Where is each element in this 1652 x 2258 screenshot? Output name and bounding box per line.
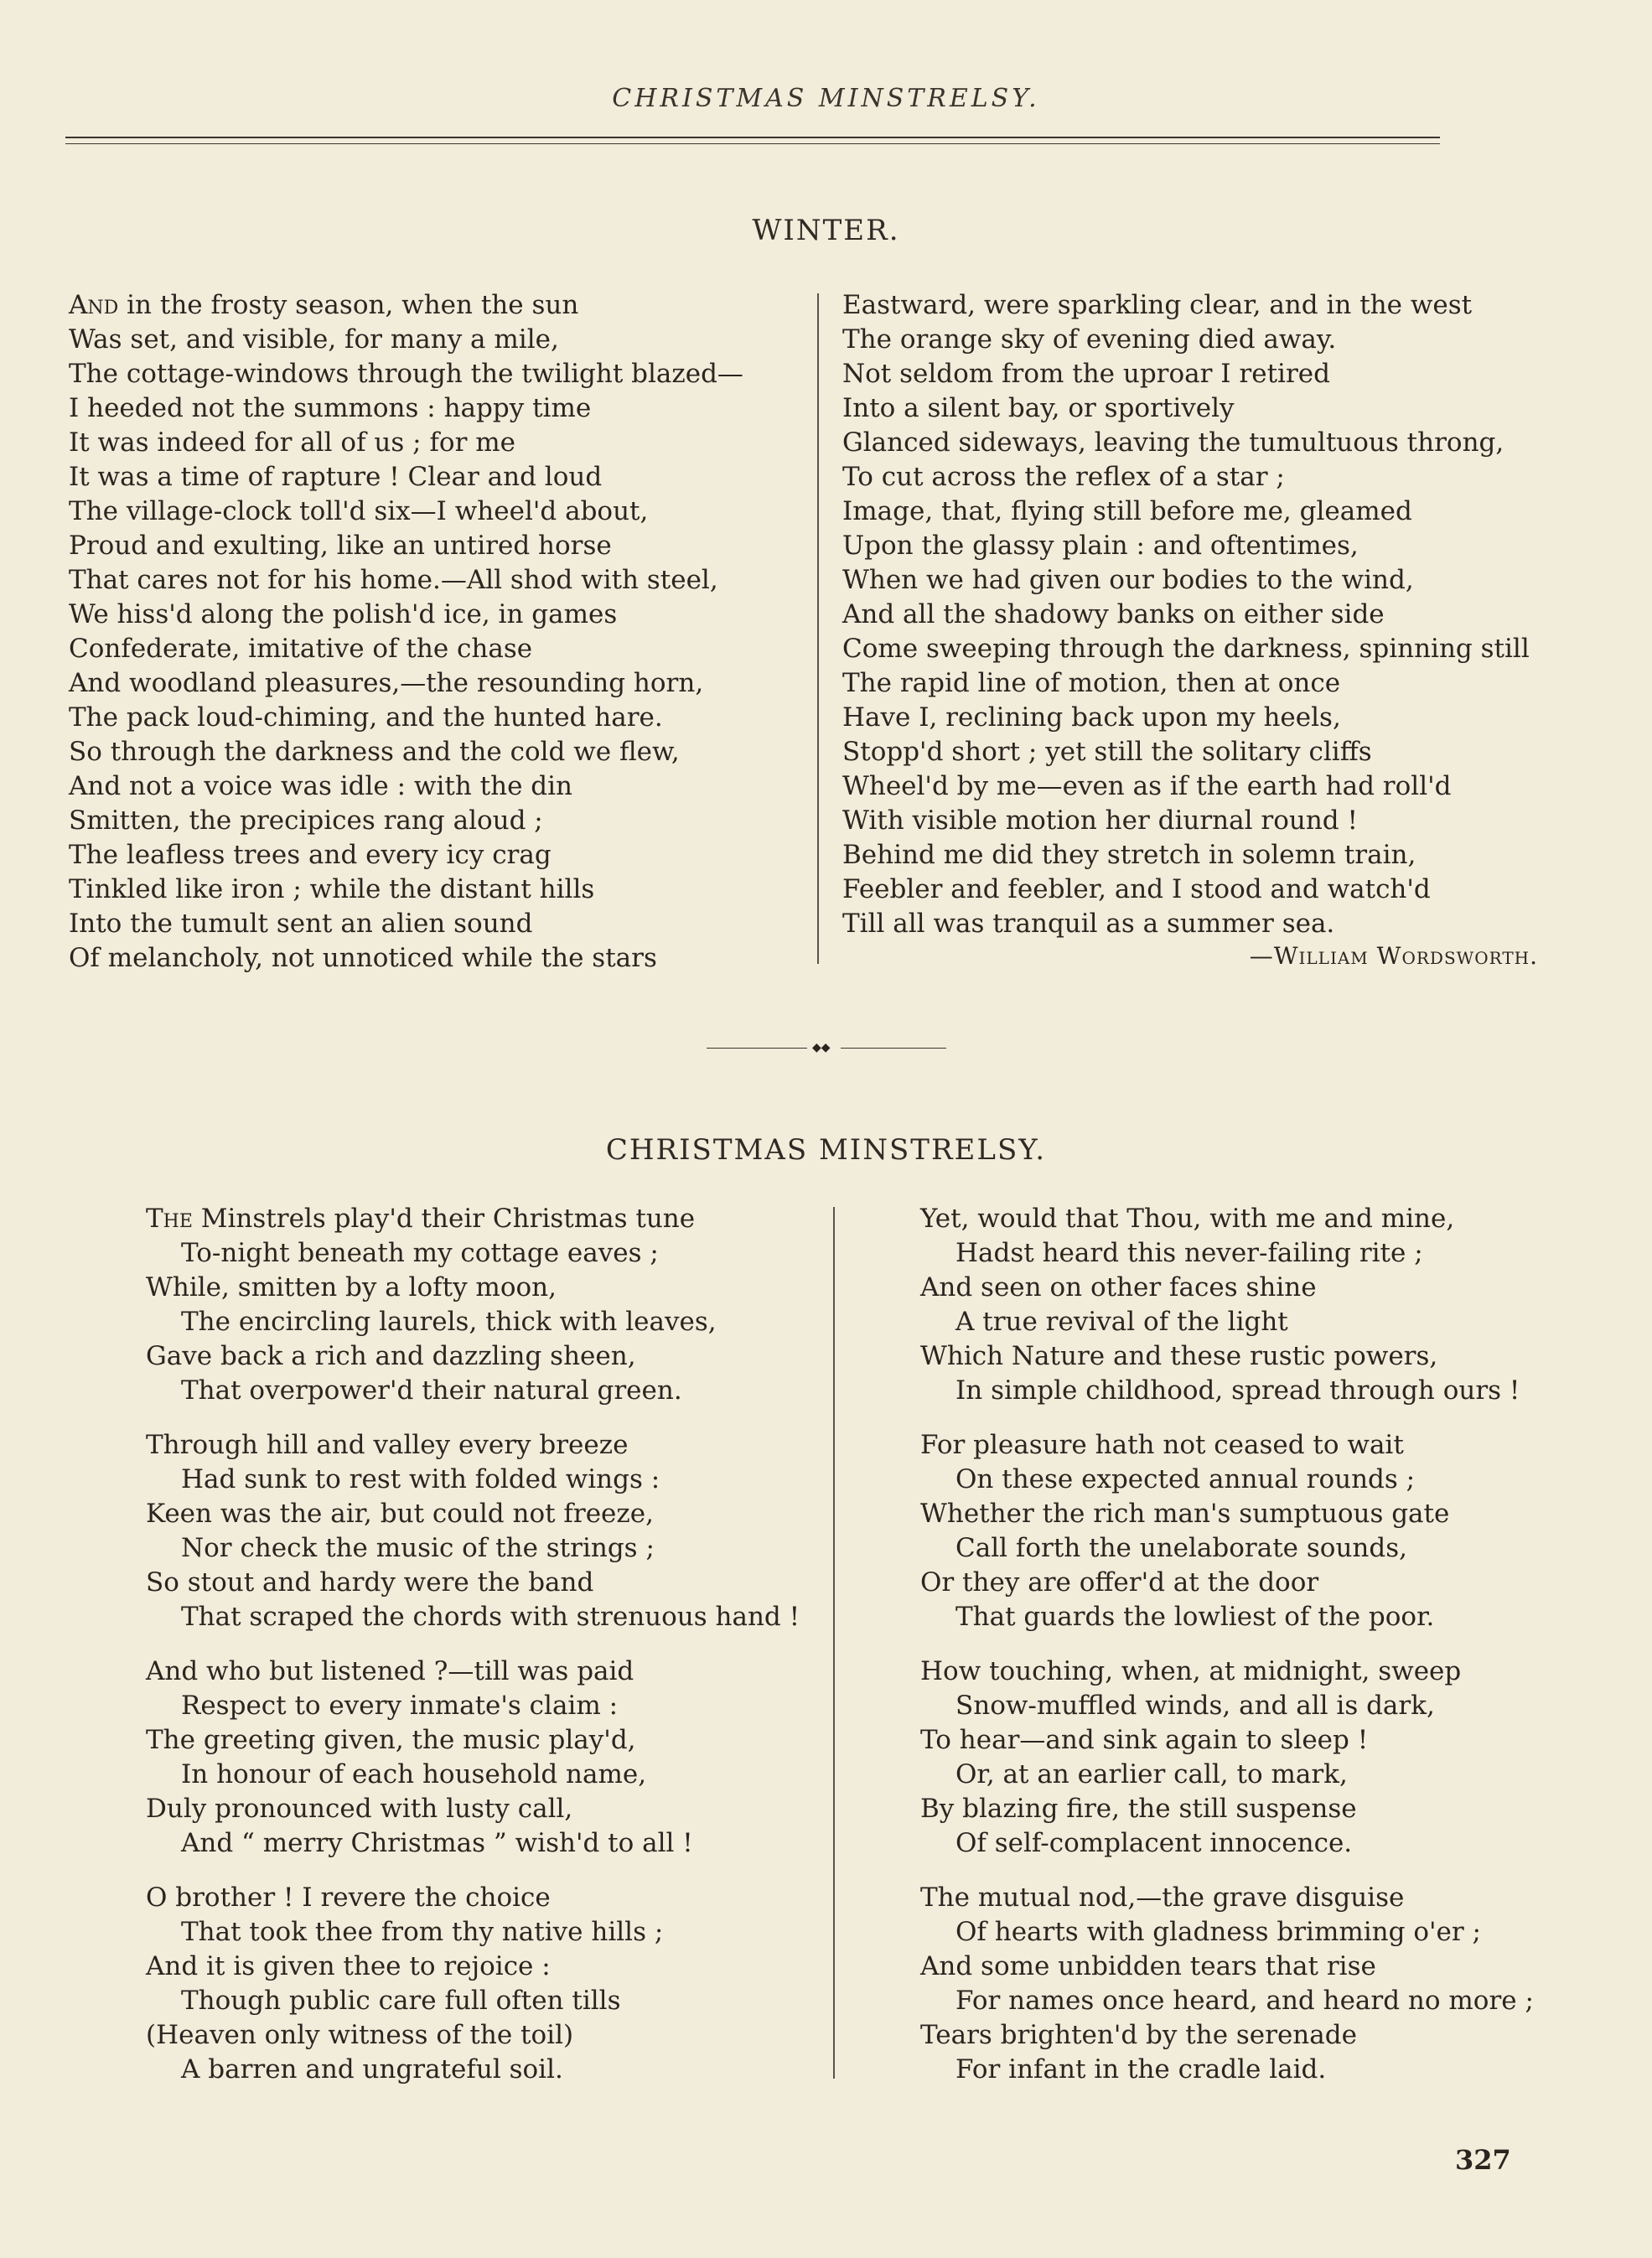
poem-line: Wheel'd by me—even as if the earth had roll'd xyxy=(842,771,1452,801)
minstrelsy-left-column xyxy=(146,1202,816,2107)
stanza xyxy=(146,1236,816,1408)
poem-line: Call forth the unelaborate sounds, xyxy=(955,1533,1407,1563)
minstrelsy-first-line xyxy=(146,1202,816,1236)
stanza xyxy=(920,1428,1591,1634)
poem-line: So through the darkness and the cold we flew, xyxy=(69,737,680,767)
poem-line: The mutual nod,—the grave disguise xyxy=(920,1883,1405,1913)
stanza xyxy=(920,1881,1591,2087)
poem-line: Hadst heard this never-failing rite ; xyxy=(955,1238,1423,1268)
minstrelsy-right-column xyxy=(920,1202,1591,2107)
poem-line: The rapid line of motion, then at once xyxy=(842,668,1341,698)
poem-line: Of melancholy, not unnoticed while the stars xyxy=(69,943,657,973)
poem-line: Tears brighten'd by the serenade xyxy=(920,2020,1357,2050)
minstrelsy-first-line-rest: Minstrels play'd their Christmas tune xyxy=(192,1204,696,1234)
poem-line: Upon the glassy plain : and oftentimes, xyxy=(842,531,1359,561)
poem-line: The pack loud-chiming, and the hunted hare. xyxy=(69,702,663,733)
poem-line: A true revival of the light xyxy=(955,1307,1288,1337)
poem-line: How touching, when, at midnight, sweep xyxy=(920,1656,1462,1686)
winter-attribution: —William Wordsworth. xyxy=(1249,942,1538,970)
poem-line: It was a time of rapture ! Clear and loud xyxy=(69,462,603,492)
poem-line: The encircling laurels, thick with leaves, xyxy=(181,1307,717,1337)
minstrelsy-title: CHRISTMAS MINSTRELSY. xyxy=(605,1133,1047,1167)
poem-line: And who but listened ?—till was paid xyxy=(146,1656,634,1686)
poem-line: Come sweeping through the darkness, spinning still xyxy=(842,634,1530,664)
header-rule-bottom xyxy=(65,143,1440,144)
poem-line: While, smitten by a lofty moon, xyxy=(146,1272,557,1302)
poem-line: And “ merry Christmas ” wish'd to all ! xyxy=(181,1828,693,1858)
poem-line: That cares not for his home.—All shod with steel, xyxy=(69,565,718,595)
poem-line: Confederate, imitative of the chase xyxy=(69,634,533,664)
poem-line: Have I, reclining back upon my heels, xyxy=(842,702,1341,733)
poem-line: Of hearts with gladness brimming o'er ; xyxy=(955,1917,1481,1947)
poem-line: In simple childhood, spread through ours ! xyxy=(955,1375,1520,1406)
poem-line: In honour of each household name, xyxy=(181,1759,647,1789)
poem-line: Into the tumult sent an alien sound xyxy=(69,909,533,939)
poem-line: So stout and hardy were the band xyxy=(146,1567,594,1598)
poem-line: It was indeed for all of us ; for me xyxy=(69,427,515,458)
page-number: 327 xyxy=(1455,2144,1511,2176)
poem-line: Feebler and feebler, and I stood and watch'd xyxy=(842,874,1431,904)
poem-line: Proud and exulting, like an untired horse xyxy=(69,531,612,561)
poem-line: By blazing fire, the still suspense xyxy=(920,1794,1357,1824)
stanza xyxy=(920,1202,1591,1408)
poem-line: Of self-complacent innocence. xyxy=(955,1828,1353,1858)
poem-line: A barren and ungrateful soil. xyxy=(181,2054,563,2085)
poem-line: (Heaven only witness of the toil) xyxy=(146,2020,574,2050)
poem-line: Respect to every inmate's claim : xyxy=(181,1691,619,1721)
poem-line: On these expected annual rounds ; xyxy=(955,1464,1416,1494)
poem-line: I heeded not the summons : happy time xyxy=(69,393,592,423)
winter-first-line xyxy=(69,288,806,323)
poem-line: That took thee from thy native hills ; xyxy=(181,1917,664,1947)
poem-line: Keen was the air, but could not freeze, xyxy=(146,1499,654,1529)
header-rule-top xyxy=(65,137,1440,138)
minstrelsy-column-divider xyxy=(833,1207,835,2079)
winter-column-divider xyxy=(817,293,819,964)
winter-right-column xyxy=(842,288,1597,941)
poem-line: When we had given our bodies to the wind, xyxy=(842,565,1414,595)
poem-line: Nor check the music of the strings ; xyxy=(181,1533,655,1563)
stanza xyxy=(146,1428,816,1634)
poem-line: The cottage-windows through the twilight blazed— xyxy=(69,359,743,389)
poem-line: And all the shadowy banks on either side xyxy=(842,599,1385,629)
poem-line: O brother ! I revere the choice xyxy=(146,1883,551,1913)
poem-line: And woodland pleasures,—the resounding horn, xyxy=(69,668,704,698)
poem-line: Smitten, the precipices rang aloud ; xyxy=(69,805,543,836)
poem-line: And some unbidden tears that rise xyxy=(920,1951,1376,1981)
poem-line: That overpower'd their natural green. xyxy=(181,1375,682,1406)
winter-first-word: And xyxy=(69,290,119,320)
poem-line: To hear—and sink again to sleep ! xyxy=(920,1725,1369,1755)
poem-line: Glanced sideways, leaving the tumultuous throng, xyxy=(842,427,1504,458)
poem-line: The village-clock toll'd six—I wheel'd about, xyxy=(69,496,649,526)
ornament-diamond: ◆◆ xyxy=(812,1041,831,1054)
poem-line: Image, that, flying still before me, gleamed xyxy=(842,496,1412,526)
winter-left-column xyxy=(69,288,806,976)
poem-line: Not seldom from the uproar I retired xyxy=(842,359,1330,389)
poem-line: For infant in the cradle laid. xyxy=(955,2054,1327,2085)
poem-line: Through hill and valley every breeze xyxy=(146,1430,629,1460)
poem-line: With visible motion her diurnal round ! xyxy=(842,805,1358,836)
poem-line: Or they are offer'd at the door xyxy=(920,1567,1319,1598)
poem-line: To-night beneath my cottage eaves ; xyxy=(181,1238,659,1268)
poem-line: Though public care full often tills xyxy=(181,1986,621,2016)
poem-line: Or, at an earlier call, to mark, xyxy=(955,1759,1348,1789)
poem-line: Whether the rich man's sumptuous gate xyxy=(920,1499,1450,1529)
poem-line: And not a voice was idle : with the din xyxy=(69,771,573,801)
running-head: CHRISTMAS MINSTRELSY. xyxy=(612,84,1040,113)
poem-line: Duly pronounced with lusty call, xyxy=(146,1794,573,1824)
poem-line: The orange sky of evening died away. xyxy=(842,324,1337,355)
poem-line: Tinkled like iron ; while the distant hills xyxy=(69,874,595,904)
poem-line: Gave back a rich and dazzling sheen, xyxy=(146,1341,636,1371)
section-ornament xyxy=(707,1041,946,1054)
stanza xyxy=(146,1881,816,2087)
poem-line: Which Nature and these rustic powers, xyxy=(920,1341,1438,1371)
poem-line: For names once heard, and heard no more ; xyxy=(955,1986,1534,2016)
poem-line: Snow-muffled winds, and all is dark, xyxy=(955,1691,1435,1721)
poem-line: Into a silent bay, or sportively xyxy=(842,393,1235,423)
poem-line: The leafless trees and every icy crag xyxy=(69,840,552,870)
poem-line: Stopp'd short ; yet still the solitary cliffs xyxy=(842,737,1372,767)
winter-title: WINTER. xyxy=(752,214,900,247)
winter-first-line-rest: in the frosty season, when the sun xyxy=(118,290,579,320)
poem-line: Till all was tranquil as a summer sea. xyxy=(842,909,1335,939)
poem-line: That scraped the chords with strenuous hand ! xyxy=(181,1602,800,1632)
poem-line: Was set, and visible, for many a mile, xyxy=(69,324,559,355)
poem-line: We hiss'd along the polish'd ice, in games xyxy=(69,599,618,629)
poem-line: Had sunk to rest with folded wings : xyxy=(181,1464,660,1494)
minstrelsy-first-word: The xyxy=(146,1204,193,1234)
stanza xyxy=(920,1655,1591,1861)
poem-line: To cut across the reflex of a star ; xyxy=(842,462,1285,492)
poem-line: For pleasure hath not ceased to wait xyxy=(920,1430,1404,1460)
poem-line: And it is given thee to rejoice : xyxy=(146,1951,551,1981)
poem-line: Eastward, were sparkling clear, and in the west xyxy=(842,290,1473,320)
poem-line: And seen on other faces shine xyxy=(920,1272,1317,1302)
poem-line: Behind me did they stretch in solemn train, xyxy=(842,840,1416,870)
poem-line: That guards the lowliest of the poor. xyxy=(955,1602,1435,1632)
poem-line: The greeting given, the music play'd, xyxy=(146,1725,636,1755)
poem-line: Yet, would that Thou, with me and mine, xyxy=(920,1204,1455,1234)
stanza xyxy=(146,1655,816,1861)
